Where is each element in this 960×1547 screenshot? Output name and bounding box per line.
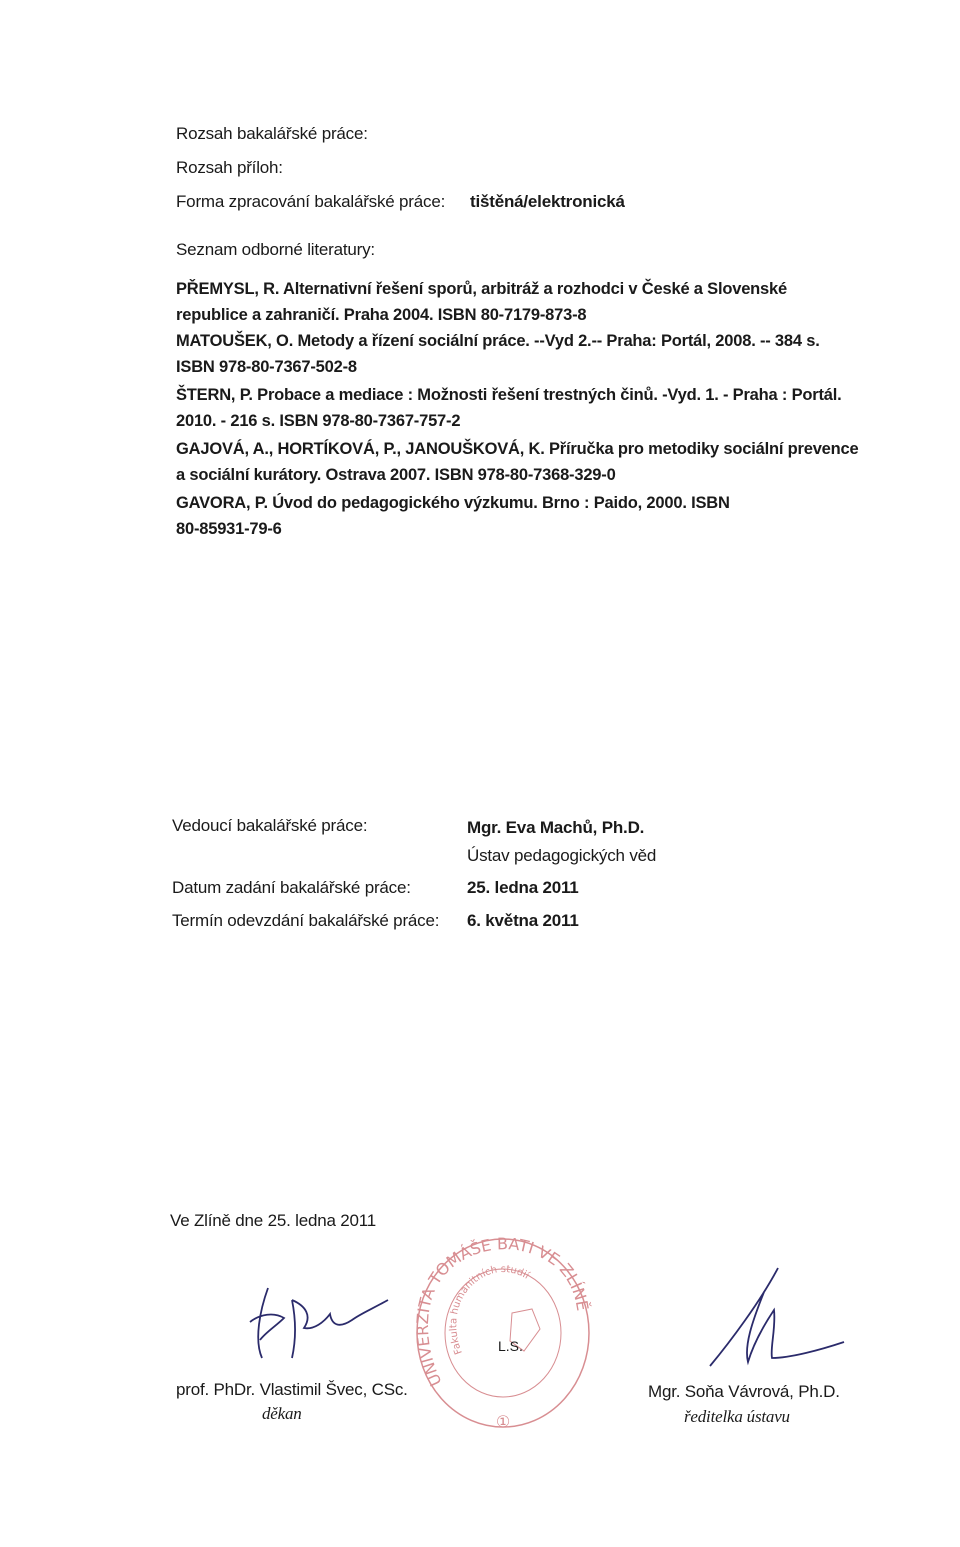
attachments-length-label: Rozsah příloh: bbox=[176, 158, 283, 177]
university-stamp bbox=[412, 1233, 594, 1433]
thesis-form-value: tištěná/elektronická bbox=[470, 192, 625, 211]
director-title: ředitelka ústavu bbox=[684, 1407, 790, 1426]
literature-line: GAVORA, P. Úvod do pedagogického výzkumu. Brno : Paido, 2000. ISBN bbox=[176, 494, 730, 512]
stamp-number: ① bbox=[495, 1412, 511, 1431]
stamp-ls-mark: L.S. bbox=[498, 1338, 523, 1354]
assignment-date-value: 25. ledna 2011 bbox=[467, 878, 579, 897]
thesis-form-label: Forma zpracování bakalářské práce: bbox=[176, 192, 446, 211]
stamp-outer-text: UNIVERZITA TOMÁŠE BATI VE ZLÍNĚ bbox=[412, 1234, 593, 1390]
literature-line: a sociální kurátory. Ostrava 2007. ISBN 978-80-7368-329-0 bbox=[176, 466, 616, 484]
deadline-label: Termín odevzdání bakalářské práce: bbox=[172, 911, 440, 930]
assignment-date-label: Datum zadání bakalářské práce: bbox=[172, 878, 411, 897]
literature-line: republice a zahraničí. Praha 2004. ISBN 80-7179-873-8 bbox=[176, 306, 587, 324]
place-date: Ve Zlíně dne 25. ledna 2011 bbox=[170, 1211, 377, 1230]
supervisor-label: Vedoucí bakalářské práce: bbox=[172, 816, 368, 835]
stamp-inner-text: Fakulta humanitních studií bbox=[448, 1264, 531, 1356]
dean-name: prof. PhDr. Vlastimil Švec, CSc. bbox=[176, 1380, 408, 1399]
director-name: Mgr. Soňa Vávrová, Ph.D. bbox=[648, 1382, 840, 1401]
deadline-value: 6. května 2011 bbox=[467, 911, 579, 930]
dean-signature bbox=[240, 1270, 400, 1370]
director-signature bbox=[690, 1262, 850, 1372]
literature-title: Seznam odborné literatury: bbox=[176, 240, 375, 259]
literature-line: PŘEMYSL, R. Alternativní řešení sporů, arbitráž a rozhodci v České a Slovenské bbox=[176, 280, 787, 298]
literature-line: MATOUŠEK, O. Metody a řízení sociální práce. --Vyd 2.-- Praha: Portál, 2008. -- 384 s. bbox=[176, 332, 820, 350]
dean-title: děkan bbox=[262, 1404, 302, 1423]
supervisor-department: Ústav pedagogických věd bbox=[467, 846, 657, 865]
literature-line: 2010. - 216 s. ISBN 978-80-7367-757-2 bbox=[176, 412, 461, 430]
supervisor-name: Mgr. Eva Machů, Ph.D. bbox=[467, 818, 645, 837]
literature-line: GAJOVÁ, A., HORTÍKOVÁ, P., JANOUŠKOVÁ, K. Příručka pro metodiky sociální prevence bbox=[176, 440, 859, 458]
literature-line: ISBN 978-80-7367-502-8 bbox=[176, 358, 357, 376]
literature-line: 80-85931-79-6 bbox=[176, 520, 282, 538]
literature-line: ŠTERN, P. Probace a mediace : Možnosti řešení trestných činů. -Vyd. 1. - Praha : Portál. bbox=[176, 386, 842, 404]
thesis-length-label: Rozsah bakalářské práce: bbox=[176, 124, 368, 143]
